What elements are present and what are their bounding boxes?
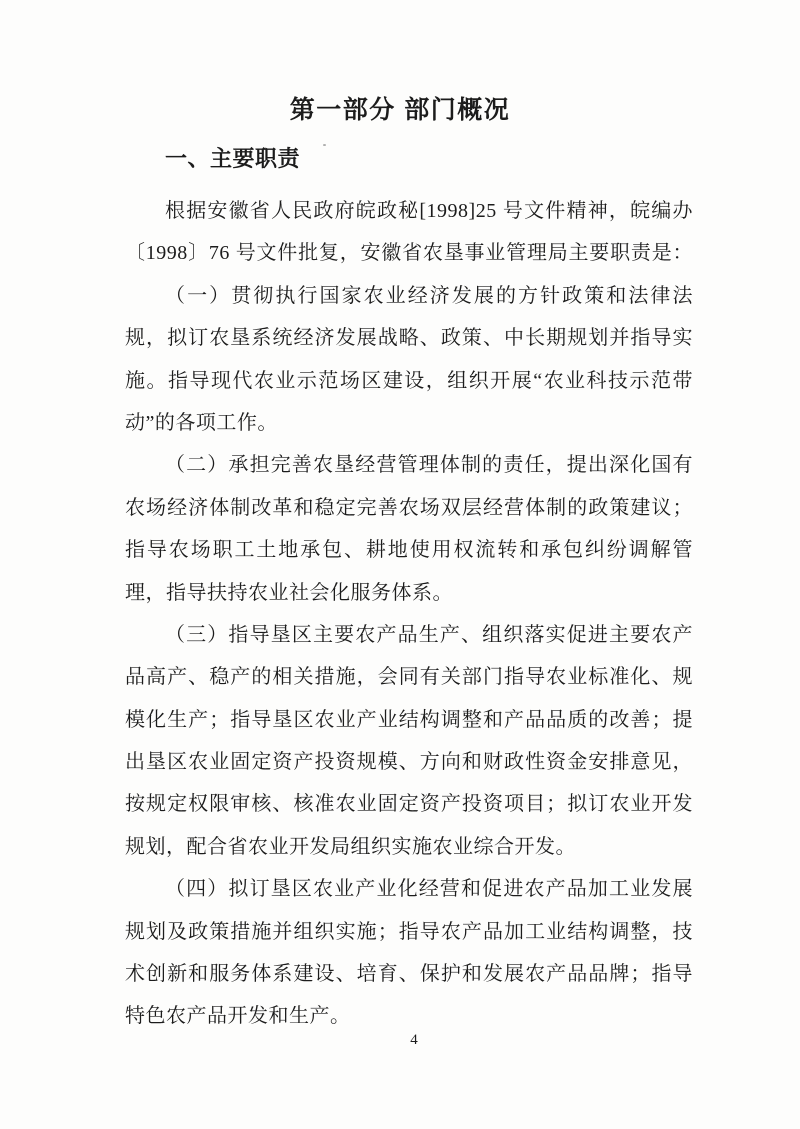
body-line: 出垦区农业固定资产投资规模、方向和财政性资金安排意见， — [125, 751, 693, 774]
body-line: 规，拟订农垦系统经济发展战略、政策、中长期规划并指导实 — [125, 327, 693, 350]
scan-speck — [323, 144, 326, 146]
body-line: 模化生产；指导垦区农业产业结构调整和产品品质的改善；提 — [125, 708, 693, 731]
document-title: 第一部分 部门概况 — [289, 96, 511, 124]
body-line: 根据安徽省人民政府皖政秘[1998]25 号文件精神，皖编办 — [165, 200, 693, 222]
body-line: 术创新和服务体系建设、培育、保护和发展农产品品牌；指导 — [125, 963, 693, 986]
body-text — [125, 190, 693, 1038]
body-line: 农场经济体制改革和稳定完善农场双层经营体制的政策建议； — [125, 496, 693, 519]
page-number: 4 — [410, 1032, 418, 1048]
body-line: 施。指导现代农业示范场区建设，组织开展“农业科技示范带 — [125, 369, 693, 392]
body-line: （四）拟订垦区农业产业化经营和促进农产品加工业发展 — [165, 878, 693, 901]
body-line: （一）贯彻执行国家农业经济发展的方针政策和法律法 — [165, 284, 693, 307]
body-line: 规划及政策措施并组织实施；指导农产品加工业结构调整，技 — [125, 920, 693, 943]
body-line: 指导农场职工土地承包、耕地使用权流转和承包纠纷调解管 — [125, 539, 693, 562]
body-line: 〔1998〕76 号文件批复，安徽省农垦事业管理局主要职责是： — [125, 242, 693, 265]
section-heading: 一、主要职责 — [165, 146, 301, 171]
body-line: 品高产、稳产的相关措施，会同有关部门指导农业标准化、规 — [125, 666, 693, 689]
body-line: 按规定权限审核、核准农业固定资产投资项目；拟订农业开发 — [125, 793, 693, 816]
body-line: 规划，配合省农业开发局组织实施农业综合开发。 — [125, 835, 576, 858]
body-line: （二）承担完善农垦经营管理体制的责任，提出深化国有 — [165, 454, 693, 477]
body-line: 特色农产品开发和生产。 — [125, 1005, 351, 1028]
body-line: 动”的各项工作。 — [125, 411, 278, 434]
body-line: （三）指导垦区主要农产品生产、组织落实促进主要农产 — [165, 623, 693, 646]
body-line: 理，指导扶持农业社会化服务体系。 — [125, 581, 453, 604]
